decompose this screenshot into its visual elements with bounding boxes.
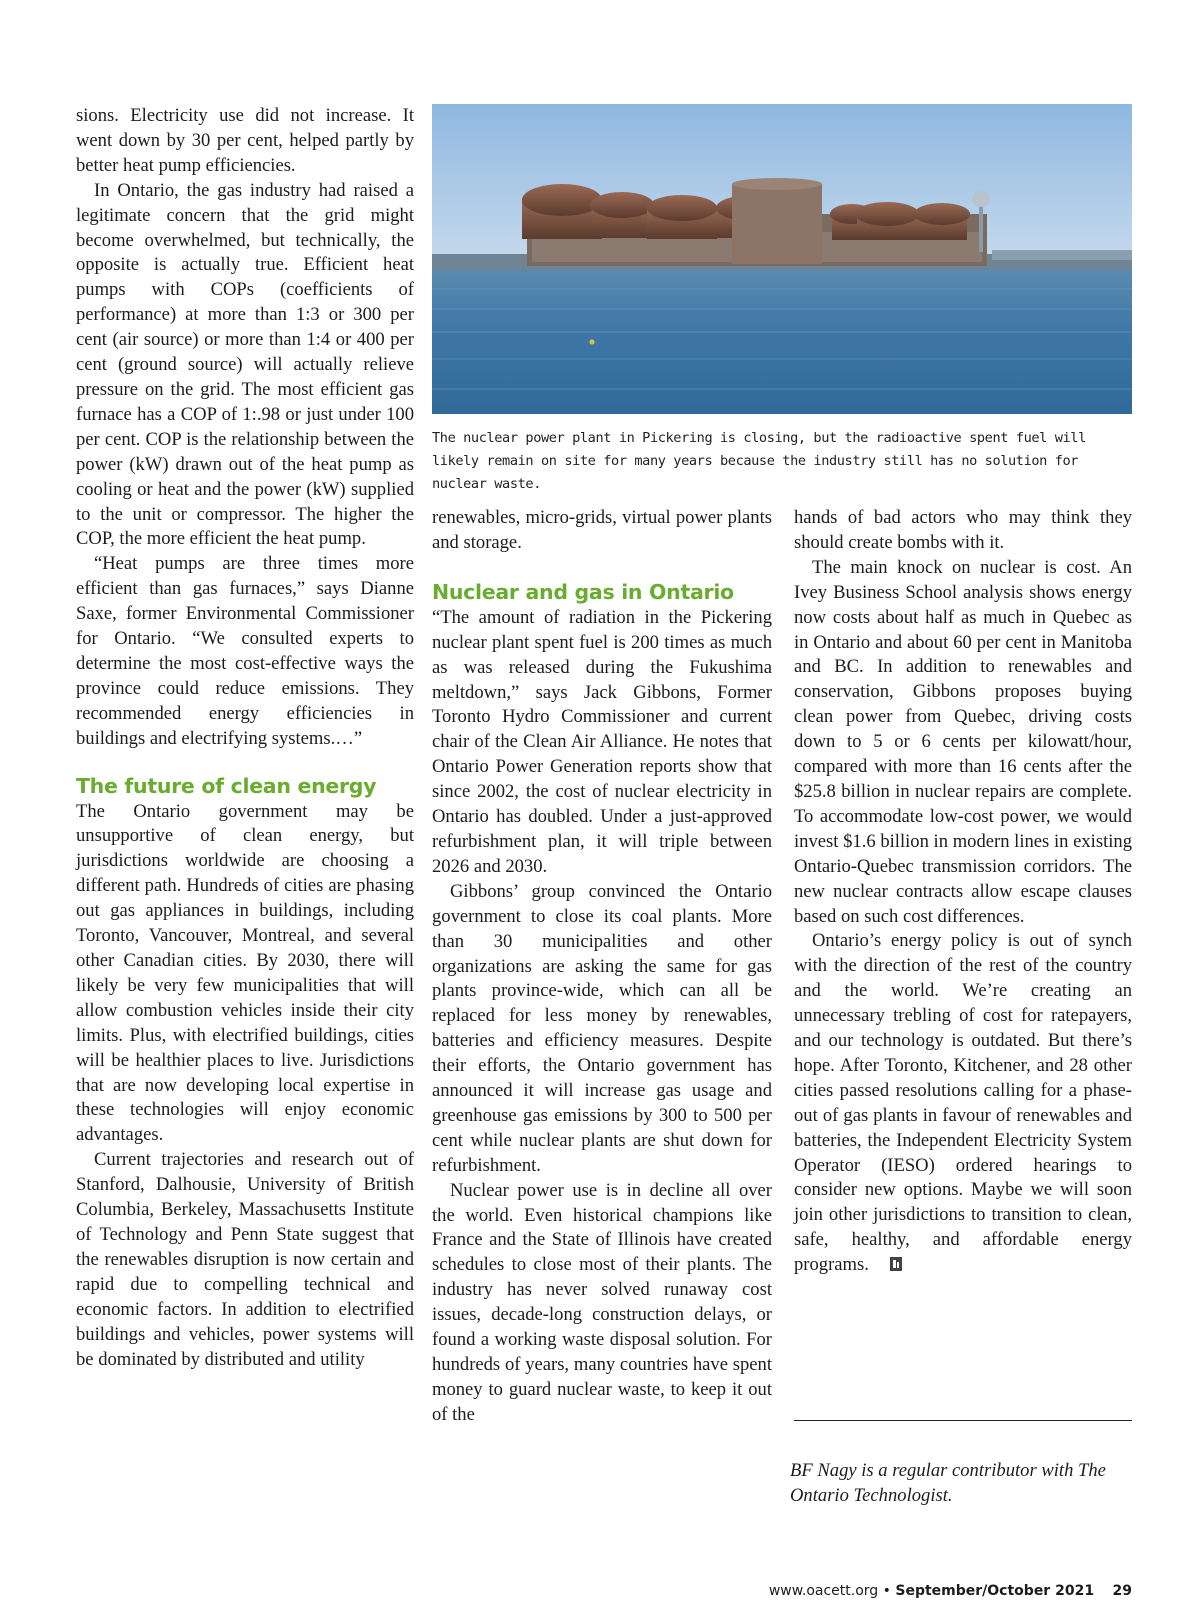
footer-issue: September/October 2021	[895, 1583, 1095, 1599]
paragraph: hands of bad actors who may think they should create bombs with it.	[794, 507, 1132, 553]
paragraph: Gibbons’ group convinced the Ontario government to close its coal plants. More than 30 municipalities and other organizations are asking the same for gas plants province-wide, which can all be replaced for less money by renewables, batteries and efficiency measures. Despite their efforts, the Ontario government has announced it will increase gas usage and greenhouse gas emissions by 300 to 500 per cent while nuclear plants are shut down for refurbishment.	[432, 880, 772, 1176]
article-column-3	[794, 506, 1132, 1278]
section-heading: The future of clean energy	[76, 773, 377, 798]
paragraph	[794, 929, 1132, 1278]
end-mark-icon	[871, 1255, 885, 1271]
paragraph: renewables, micro-grids, virtual power plants and storage.	[432, 507, 772, 553]
author-bio: BF Nagy is a regular contributor with The Ontario Technologist.	[790, 1460, 1106, 1506]
nuclear-plant-photo	[432, 104, 1132, 414]
page-footer	[769, 1583, 1132, 1599]
paragraph: Current trajectories and research out of Stanford, Dalhousie, University of British Columbia, Berkeley, Massachusetts Institute of Technology and Penn State suggest that the renewables disruption is now certain and rapid due to compelling technical and economic factors. In addition to electrified buildings and vehicles, power systems will be dominated by distributed and utility	[76, 1149, 414, 1370]
paragraph: “The amount of radiation in the Pickering nuclear plant spent fuel is 200 times as much as was released during the Fukushima meltdown,” says Jack Gibbons, Former Toronto Hydro Commissioner and current chair of the Clean Air Alliance. He notes that Ontario Power Generation reports show that since 2002, the cost of nuclear electricity in Ontario has doubled. Under a just-approved refurbishment plan, it will triple between 2026 and 2030.	[432, 606, 772, 877]
footer-website: www.oacett.org	[768, 1583, 879, 1599]
page-number: 29	[1112, 1583, 1132, 1599]
paragraph: The main knock on nuclear is cost. An Ivey Business School analysis shows energy now costs about half as much in Quebec as in Ontario and about 60 per cent in Manitoba and BC. In addition to renewables and conservation, Gibbons proposes buying clean power from Quebec, driving costs down to 5 or 6 cents per kilowatt/hour, compared with more than 16 cents after the $25.8 billion in nuclear repairs are complete. To accommodate low-cost power, we would invest $1.6 billion in modern lines in existing Ontario-Quebec transmission corridors. The new nuclear contracts allow escape clauses based on such cost differences.	[794, 556, 1132, 927]
bio-divider	[794, 1420, 1132, 1421]
paragraph: Nuclear power use is in decline all over the world. Even historical champions like France and the State of Illinois have created schedules to close most of their plants. The industry has never solved runaway cost issues, decade-long construction delays, or found a working waste disposal solution. For hundreds of years, many countries have spent money to guard nuclear waste, to keep it out of the	[432, 1179, 772, 1425]
paragraph: In Ontario, the gas industry had raised a legitimate concern that the grid might become overwhelmed, but technically, the opposite is actually true. Efficient heat pumps with COPs (coefficients of performance) at more than 1:3 or 300 per cent (air source) or more than 1:4 or 400 per cent (ground source) will actually relieve pressure on the grid. The most efficient gas furnace has a COP of 1:.98 or just under 100 per cent. COP is the relationship between the power (kW) drawn out of the heat pump as cooling or heat and the power (kW) supplied to the unit or compressor. The higher the COP, the more efficient the heat pump.	[76, 179, 414, 550]
paragraph-text: Ontario’s energy policy is out of synch with the direction of the rest of the country and the world. We’re creating an unnecessary trebling of cost for ratepayers, and our technology is outdated. But there’s hope. After Toronto, Kitchener, and 28 other cities passed resolutions calling for a phase-out of gas plants in favour of renewables and batteries, the Independent Electricity System Operator (IESO) ordered hearings to consider new options. Maybe we will soon join other jurisdictions to transition to clean, safe, healthy, and affordable energy programs.	[794, 930, 1132, 1276]
photo-caption: The nuclear power plant in Pickering is closing, but the radioactive spent fuel will likely remain on site for many years because the industry still has no solution for nuclear waste.	[432, 430, 1086, 492]
paragraph: “Heat pumps are three times more efficient than gas furnaces,” says Dianne Saxe, former Environmental Commissioner for Ontario. “We consulted experts to determine the most cost-effective ways the province could reduce emissions. They recommended energy efficiencies in buildings and electrifying systems.…”	[76, 553, 414, 749]
footer-separator: •	[882, 1583, 891, 1599]
article-column-1	[76, 104, 414, 1372]
paragraph: The Ontario government may be unsupportive of clean energy, but jurisdictions worldwide are choosing a different path. Hundreds of cities are phasing out gas appliances in buildings, including Toronto, Vancouver, Montreal, and several other Canadian cities. By 2030, there will likely be very few municipalities that will allow combustion vehicles inside their city limits. Plus, with electrified buildings, cities will be healthier places to live. Jurisdictions that are now developing local expertise in these technologies will enjoy economic advantages.	[76, 800, 414, 1146]
section-heading: Nuclear and gas in Ontario	[432, 579, 734, 604]
paragraph: sions. Electricity use did not increase. It went down by 30 per cent, helped partly by better heat pump efficiencies.	[76, 105, 414, 176]
article-column-2	[432, 506, 772, 1428]
